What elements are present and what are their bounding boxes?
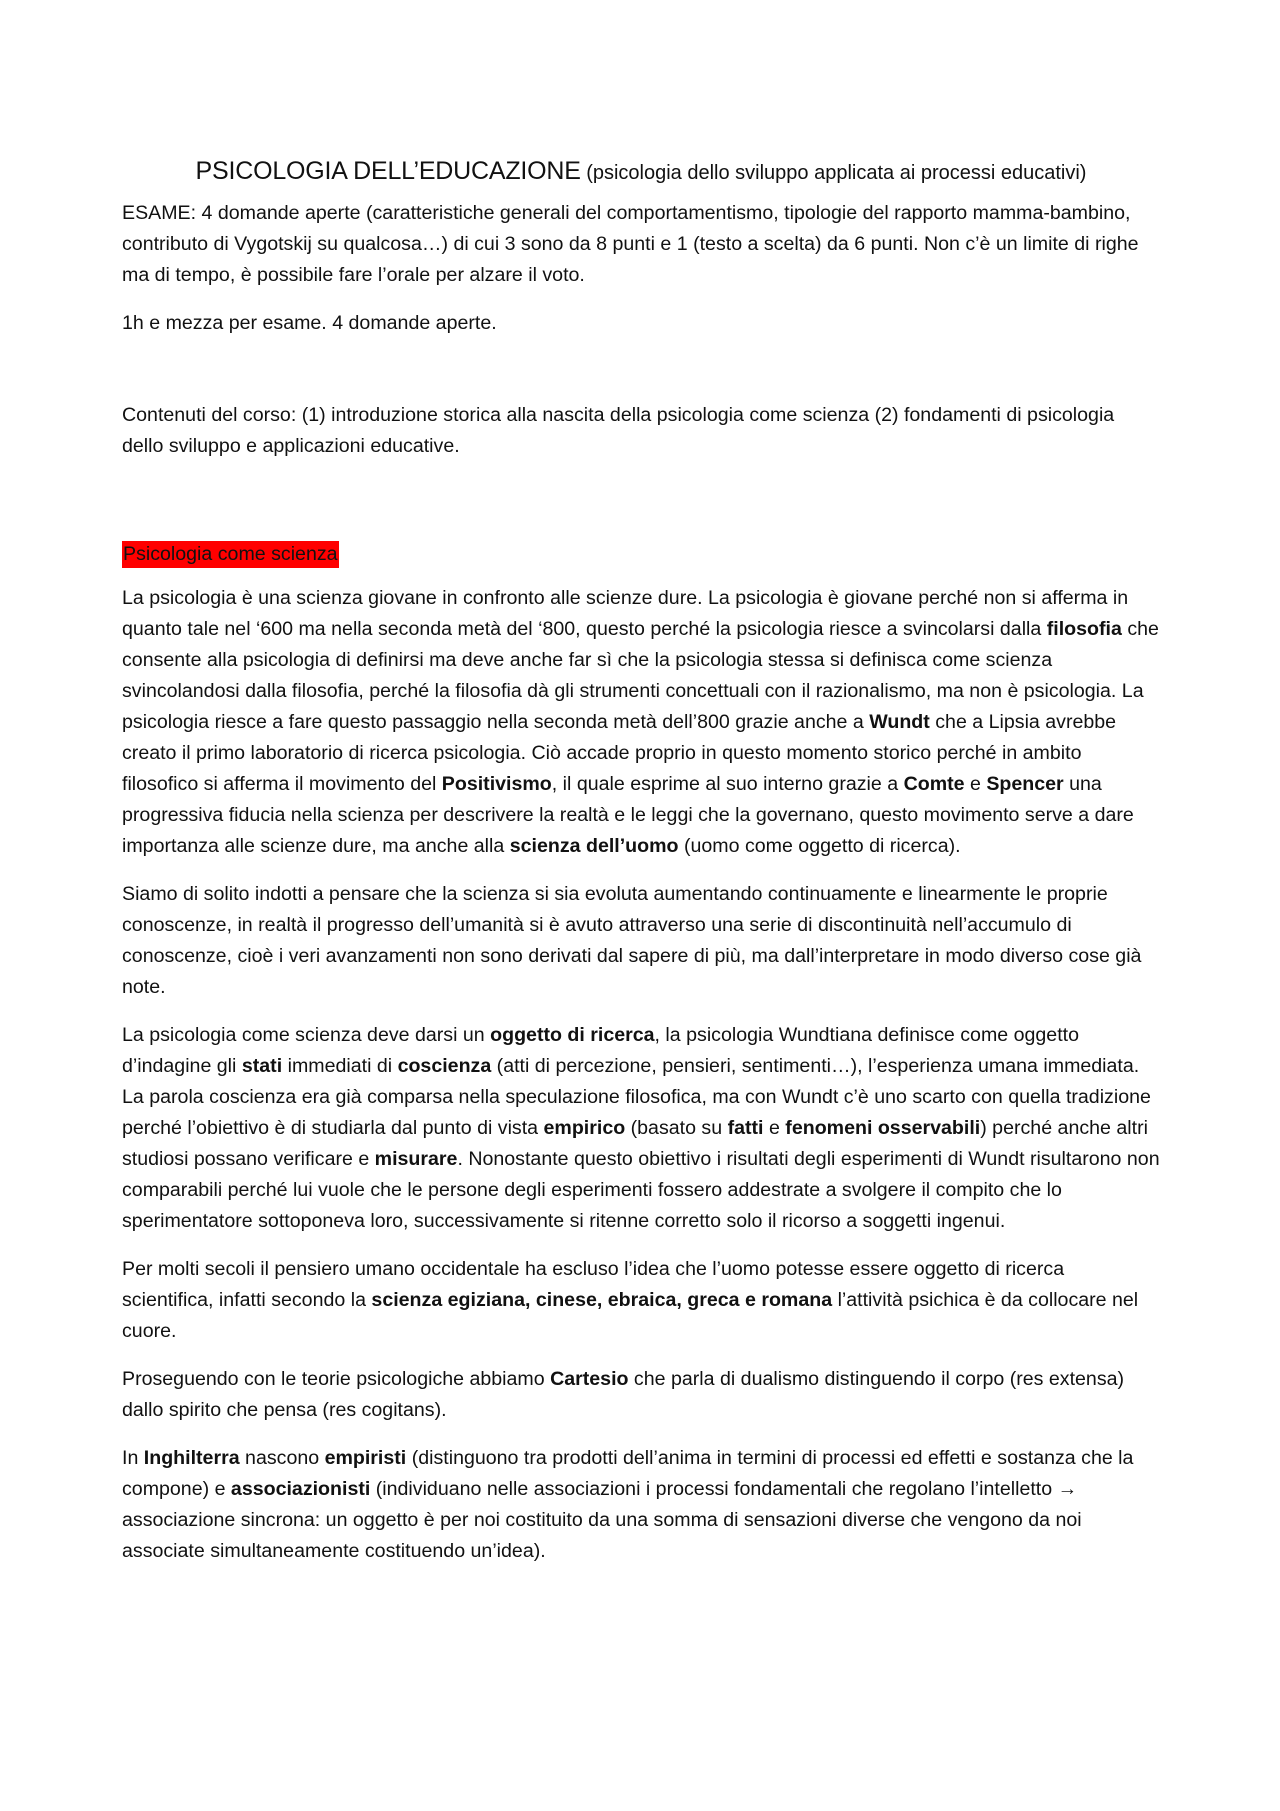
paragraph-para-england (122, 1443, 1160, 1567)
paragraph-exam-duration (122, 308, 1160, 339)
bold-term: scienza dell’uomo (509, 835, 679, 857)
bold-term: scienza egiziana, cinese, ebraica, greca e romana (371, 1289, 833, 1311)
document-body (122, 198, 1160, 1567)
bold-term: Spencer (986, 773, 1064, 795)
text-run: (basato su (625, 1117, 728, 1139)
bold-term: empiristi (324, 1447, 407, 1469)
bold-term: fatti (727, 1117, 764, 1139)
text-run: Proseguendo con le teorie psicologiche abbiamo (122, 1368, 551, 1390)
section-heading-row (122, 539, 1160, 583)
text-run: (individuano nelle associazioni i processi fondamentali che regolano l’intelletto (370, 1478, 1058, 1500)
text-run: (uomo come oggetto di ricerca). (678, 835, 961, 857)
blank-line (122, 479, 1160, 539)
blank-line (122, 356, 1160, 400)
bold-term: fenomeni osservabili (785, 1117, 981, 1139)
bold-term: associazionisti (230, 1478, 371, 1500)
text-run: ) perché anche altri studiosi possano verificare e (122, 1117, 1148, 1170)
text-run: In (122, 1447, 144, 1469)
section-heading-highlighted (122, 541, 339, 568)
text-run: 1h e mezza per esame. 4 domande aperte. (122, 312, 497, 334)
text-run: La psicologia è una scienza giovane in confronto alle scienze dure. La psicologia è giovane perché non si afferma in quanto tale nel ‘600 ma nella seconda metà del ‘800, questo perché la psicologia riesce a svincolarsi dalla (122, 587, 1129, 640)
paragraph-para-young-science (122, 583, 1160, 862)
text-run: e (763, 1117, 786, 1139)
text-run: che a Lipsia avrebbe creato il primo laboratorio di ricerca psicologia. Ciò accade proprio in questo momento storico perché in ambito filosofico si afferma il movimento del (122, 711, 1117, 795)
text-run: ESAME: 4 domande aperte (caratteristiche generali del comportamentismo, tipologie del rapporto mamma-bambino, contributo di Vygotskij su qualcosa…) di cui 3 sono da 8 punti e 1 (testo a scelta) da 6 punti. Non c’è un limite di righe ma di tempo, è possibile fare l’orale per alzare il voto. (122, 202, 1139, 286)
paragraph-para-research-object (122, 1020, 1160, 1237)
document-title-main: PSICOLOGIA DELL’EDUCAZIONE (195, 157, 581, 185)
bold-term: Inghilterra (143, 1447, 240, 1469)
document-title (122, 154, 1160, 190)
bold-term: empirico (543, 1117, 626, 1139)
text-run: associazione sincrona: un oggetto è per noi costituito da una somma di sensazioni diverse che vengono da noi associate simultaneamente costituendo un’idea). (122, 1509, 1082, 1562)
bold-term: filosofia (1046, 618, 1122, 640)
paragraph-course-contents (122, 400, 1160, 462)
text-run: La psicologia come scienza deve darsi un (122, 1024, 491, 1046)
bold-term: Comte (903, 773, 965, 795)
paragraph-para-ancient-sciences (122, 1254, 1160, 1347)
text-run: , la psicologia Wundtiana definisce come oggetto d’indagine gli (122, 1024, 1079, 1077)
text-run: l’attività psichica è da collocare nel cuore. (122, 1289, 1139, 1342)
text-run: che consente alla psicologia di definirsi ma deve anche far sì che la psicologia stessa si definisca come scienza svincolandosi dalla filosofia, perché la filosofia dà gli strumenti concettuali con il razionalismo, ma non è psicologia. La psicologia riesce a fare questo passaggio nella seconda metà dell’800 grazie anche a (122, 618, 1159, 733)
bold-term: Wundt (869, 711, 930, 733)
text-run: nascono (239, 1447, 325, 1469)
document-title-subtitle: (psicologia dello sviluppo applicata ai processi educativi) (586, 162, 1087, 184)
paragraph-para-discontinuity (122, 879, 1160, 1003)
bold-term: Cartesio (550, 1368, 629, 1390)
text-run: e (964, 773, 987, 795)
text-run: Psicologia come scienza (123, 543, 338, 565)
text-run: . Nonostante questo obiettivo i risultati degli esperimenti di Wundt risultarono non comparabili perché lui vuole che le persone degli esperimenti fossero addestrate a svolgere il compito che lo sperimentatore sottoponeva loro, successivamente si ritenne corretto solo il ricorso a soggetti ingenui. (122, 1148, 1160, 1232)
text-run: Per molti secoli il pensiero umano occidentale ha escluso l’idea che l’uomo potesse essere oggetto di ricerca scientifica, infatti secondo la (122, 1258, 1065, 1311)
paragraph-para-descartes (122, 1364, 1160, 1426)
bold-term: Positivismo (441, 773, 552, 795)
text-run: (atti di percezione, pensieri, sentimenti…), l’esperienza umana immediata. La parola coscienza era già comparsa nella speculazione filosofica, ma con Wundt c’è uno scarto con quella tradizione perché l’obiettivo è di studiarla dal punto di vista (122, 1055, 1151, 1139)
text-run: che parla di dualismo distinguendo il corpo (res extensa) dallo spirito che pensa (res cogitans). (122, 1368, 1125, 1421)
bold-term: oggetto di ricerca (490, 1024, 655, 1046)
bold-term: stati (241, 1055, 283, 1077)
paragraph-exam-info (122, 198, 1160, 291)
text-run: immediati di (282, 1055, 398, 1077)
bold-term: coscienza (397, 1055, 492, 1077)
text-run: Contenuti del corso: (1) introduzione storica alla nascita della psicologia come scienza (2) fondamenti di psicologia dello sviluppo e applicazioni educative. (122, 404, 1115, 457)
text-run: una progressiva fiducia nella scienza per descrivere la realtà e le leggi che la governano, questo movimento serve a dare importanza alle scienze dure, ma anche alla (122, 773, 1134, 857)
bold-term: misurare (374, 1148, 458, 1170)
text-run: Siamo di solito indotti a pensare che la scienza si sia evoluta aumentando continuamente e linearmente le proprie conoscenze, in realtà il progresso dell’umanità si è avuto attraverso una serie di discontinuità nell’accumulo di conoscenze, cioè i veri avanzamenti non sono derivati dal sapere di più, ma dall’interpretare in modo diverso cose già note. (122, 883, 1142, 998)
text-run: , il quale esprime al suo interno grazie a (551, 773, 904, 795)
text-run: (distinguono tra prodotti dell’anima in termini di processi ed effetti e sostanza che la compone) e (122, 1447, 1134, 1500)
bold-term: → (1057, 1478, 1078, 1500)
